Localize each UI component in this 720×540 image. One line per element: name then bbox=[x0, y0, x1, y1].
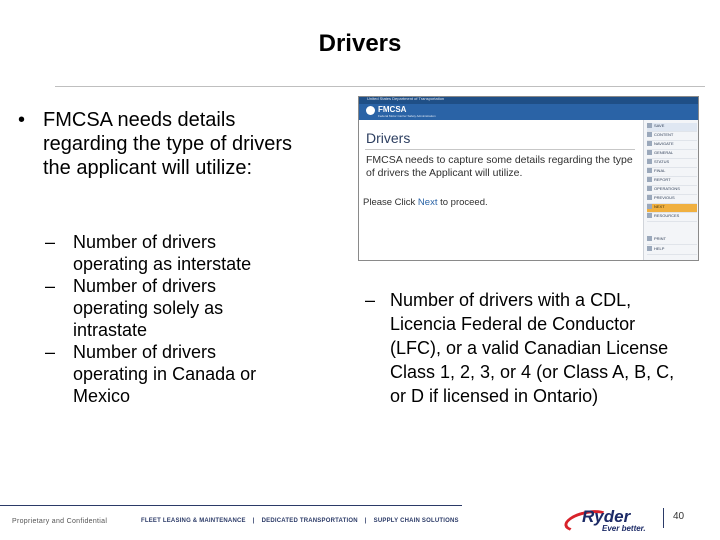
footer-services bbox=[141, 518, 459, 524]
ryder-tagline: Ever better. bbox=[602, 524, 646, 533]
footer-separator: | bbox=[252, 518, 255, 524]
nav-label: GENERAL bbox=[654, 150, 674, 155]
resources-icon bbox=[647, 213, 652, 218]
nav-item-status[interactable] bbox=[647, 159, 697, 168]
dash-glyph: – bbox=[45, 232, 56, 252]
save-icon bbox=[647, 123, 652, 128]
fmcsa-logo-subtitle: Federal Motor Carrier Safety Administration bbox=[378, 114, 436, 118]
dash-glyph: – bbox=[45, 276, 56, 296]
screenshot-instruction bbox=[363, 197, 488, 208]
footer-separator: | bbox=[364, 518, 367, 524]
sub-bullet-text: Number of drivers operating as interstate bbox=[73, 232, 252, 274]
final-icon bbox=[647, 168, 652, 173]
previous-icon bbox=[647, 195, 652, 200]
nav-label: NAVIGATE bbox=[654, 141, 674, 146]
footer-service: DEDICATED TRANSPORTATION bbox=[261, 518, 358, 524]
nav-item-previous[interactable] bbox=[647, 195, 697, 204]
help-icon bbox=[647, 246, 652, 251]
ryder-logo bbox=[564, 505, 654, 535]
nav-label: HELP bbox=[654, 246, 665, 251]
screenshot-topbar-text: United States Department of Transportation bbox=[367, 96, 445, 101]
nav-label: RESOURCES bbox=[654, 213, 680, 218]
operations-icon bbox=[647, 186, 652, 191]
nav-label: PREVIOUS bbox=[654, 195, 675, 200]
nav-label: CONTENT bbox=[654, 132, 674, 137]
print-icon bbox=[647, 236, 652, 241]
general-icon bbox=[647, 150, 652, 155]
sub-bullet-interstate bbox=[45, 231, 295, 275]
bullet-glyph: • bbox=[18, 109, 26, 131]
sub-bullet-text: Number of drivers operating solely as intrastate bbox=[73, 276, 224, 340]
dash-glyph: – bbox=[365, 290, 376, 310]
nav-item-operations[interactable] bbox=[647, 186, 697, 195]
nav-item-report[interactable] bbox=[647, 177, 697, 186]
instruction-post: to proceed. bbox=[437, 197, 488, 208]
nav-label: OPERATIONS bbox=[654, 186, 680, 191]
page-number-divider bbox=[663, 508, 664, 528]
status-icon bbox=[647, 159, 652, 164]
slide-title: Drivers bbox=[318, 30, 402, 57]
page-number: 40 bbox=[673, 511, 685, 522]
title-divider bbox=[55, 86, 705, 87]
nav-item-resources[interactable] bbox=[647, 213, 697, 222]
sub-bullet-canada-mexico bbox=[45, 341, 295, 407]
next-link[interactable]: Next bbox=[417, 197, 438, 208]
nav-item-general[interactable] bbox=[647, 150, 697, 159]
nav-label: STATUS bbox=[654, 159, 670, 164]
nav-label: REPORT bbox=[654, 177, 671, 182]
fmcsa-logo-text: FMCSA bbox=[378, 105, 407, 114]
sub-bullet-text: Number of drivers operating in Canada or Mexico bbox=[73, 342, 257, 406]
nav-label: NEXT bbox=[654, 204, 665, 209]
screenshot-divider bbox=[365, 149, 635, 150]
screenshot-topbar bbox=[359, 97, 699, 104]
content-icon bbox=[647, 132, 652, 137]
footer-service: SUPPLY CHAIN SOLUTIONS bbox=[373, 518, 459, 524]
nav-item-print[interactable] bbox=[647, 236, 697, 245]
instruction-pre: Please Click bbox=[363, 197, 418, 208]
screenshot-page-title: Drivers bbox=[366, 130, 411, 146]
nav-item-navigate[interactable] bbox=[647, 141, 697, 150]
dash-glyph: – bbox=[45, 342, 56, 362]
nav-item-next[interactable] bbox=[647, 204, 697, 213]
next-icon bbox=[647, 204, 652, 209]
report-icon bbox=[647, 177, 652, 182]
screenshot-nav bbox=[643, 120, 699, 261]
footer-divider bbox=[0, 505, 462, 506]
footer-service: FLEET LEASING & MAINTENANCE bbox=[141, 518, 246, 524]
nav-item-final[interactable] bbox=[647, 168, 697, 177]
nav-item-save[interactable] bbox=[647, 123, 697, 132]
nav-item-content[interactable] bbox=[647, 132, 697, 141]
left-sub-bullets bbox=[45, 231, 295, 407]
sub-bullet-intrastate bbox=[45, 275, 295, 341]
right-sub-bullet-text: Number of drivers with a CDL, Licencia Federal de Conductor (LFC), or a valid Canadian License Class 1, 2, 3, or 4 (or Class A, B, C, or D if licensed in Ontario) bbox=[390, 290, 675, 406]
nav-item-help[interactable] bbox=[647, 246, 697, 255]
nav-label: PRINT bbox=[654, 236, 666, 241]
screenshot-main bbox=[359, 120, 641, 261]
right-sub-bullet bbox=[365, 288, 690, 408]
fmcsa-screenshot bbox=[358, 96, 699, 261]
navigate-icon bbox=[647, 141, 652, 146]
ryder-wordmark: Ryder bbox=[582, 507, 631, 526]
screenshot-body-text: FMCSA needs to capture some details regarding the type of drivers the Applicant will utilize. bbox=[366, 154, 633, 179]
footer-confidential: Proprietary and Confidential bbox=[12, 518, 108, 525]
nav-label: SAVE bbox=[654, 123, 665, 128]
main-bullet-text: FMCSA needs details regarding the type of drivers the applicant will utilize: bbox=[43, 109, 293, 179]
main-bullet bbox=[18, 108, 308, 180]
fmcsa-logo-icon bbox=[366, 106, 375, 115]
nav-label: FINAL bbox=[654, 168, 666, 173]
